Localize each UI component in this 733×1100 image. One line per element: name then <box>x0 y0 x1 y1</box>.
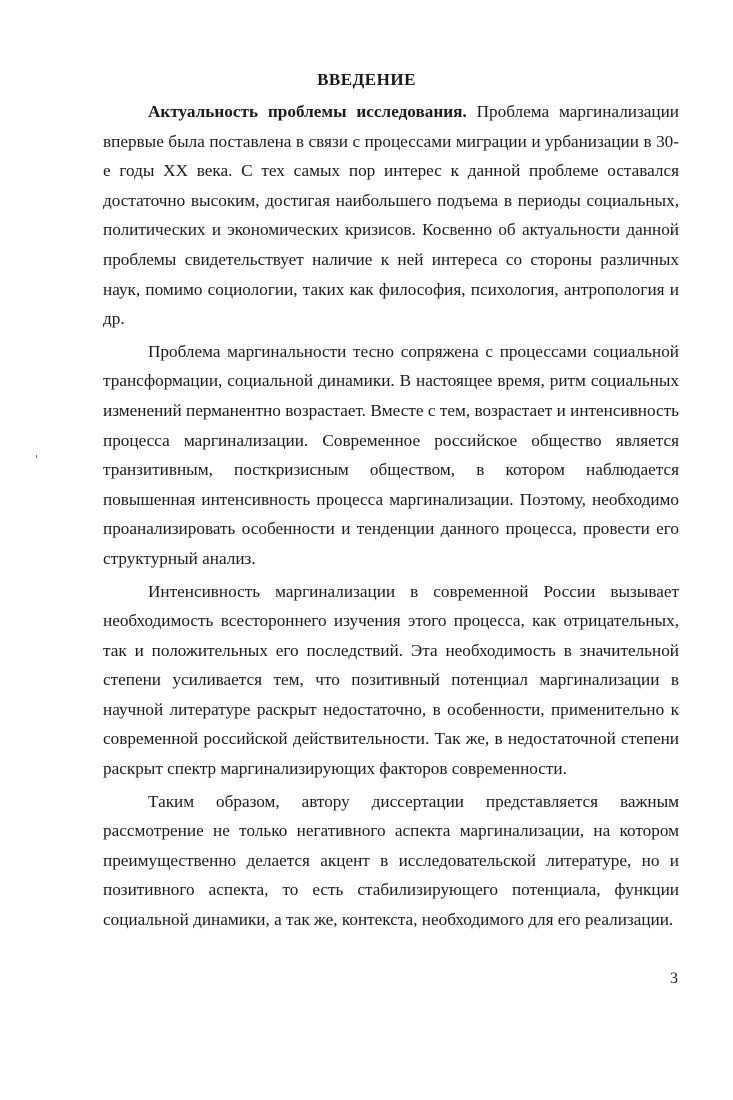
scan-speck <box>36 455 37 458</box>
body-text <box>103 97 679 935</box>
page-number: 3 <box>670 970 678 987</box>
section-title: ВВЕДЕНИЕ <box>317 70 416 89</box>
paragraph-marginality-transformation: Проблема маргинальности тесно сопряжена с процессами социальной трансформации, социальной динамики. В настоящее время, ритм социальных изменений перманентно возрастает. Вместе с тем, возрастает и интенсивность процесса маргинализации. Современное российское общество является транзитивным, посткризисным обществом, в котором наблюдается повышенная интенсивность процесса маргинализации. Поэтому, необходимо проанализировать особенности и тенденции данного процесса, провести его структурный анализ. <box>103 341 679 568</box>
paragraph-author-aims: Таким образом, автору диссертации представляется важным рассмотрение не только негативного аспекта маргинализации, на котором преимущественно делается акцент в исследовательской литературе, но и позитивного аспекта, то есть стабилизирующего потенциала, функции социальной динамики, а так же, контекста, необходимого для его реализации. <box>103 791 679 930</box>
paragraph-relevance <box>103 97 679 334</box>
paragraph-intensity-russia: Интенсивность маргинализации в современной России вызывает необходимость всестороннего изучения этого процесса, как отрицательных, так и положительных его последствий. Эта необходимость в значительной степени усиливается тем, что позитивный потенциал маргинализации в научной литературе раскрыт недостаточно, в особенности, применительно к современной российской действительности. Так же, в недостаточной степени раскрыт спектр маргинализирующих факторов современности. <box>103 581 679 779</box>
paragraph-lead-heading: Актуальность проблемы исследования. <box>148 102 467 121</box>
paragraph-text: Проблема маргинализации впервые была поставлена в связи с процессами миграции и урбанизации в 30-е годы XX века. С тех самых пор интерес к данной проблеме оставался достаточно высоким, достигая наибольшего подъема в периоды социальных, политических и экономических кризисов. Косвенно об актуальности данной проблемы свидетельствует наличие к ней интереса со стороны различных наук, помимо социологии, таких как философия, психология, антропология и др. <box>103 102 679 329</box>
